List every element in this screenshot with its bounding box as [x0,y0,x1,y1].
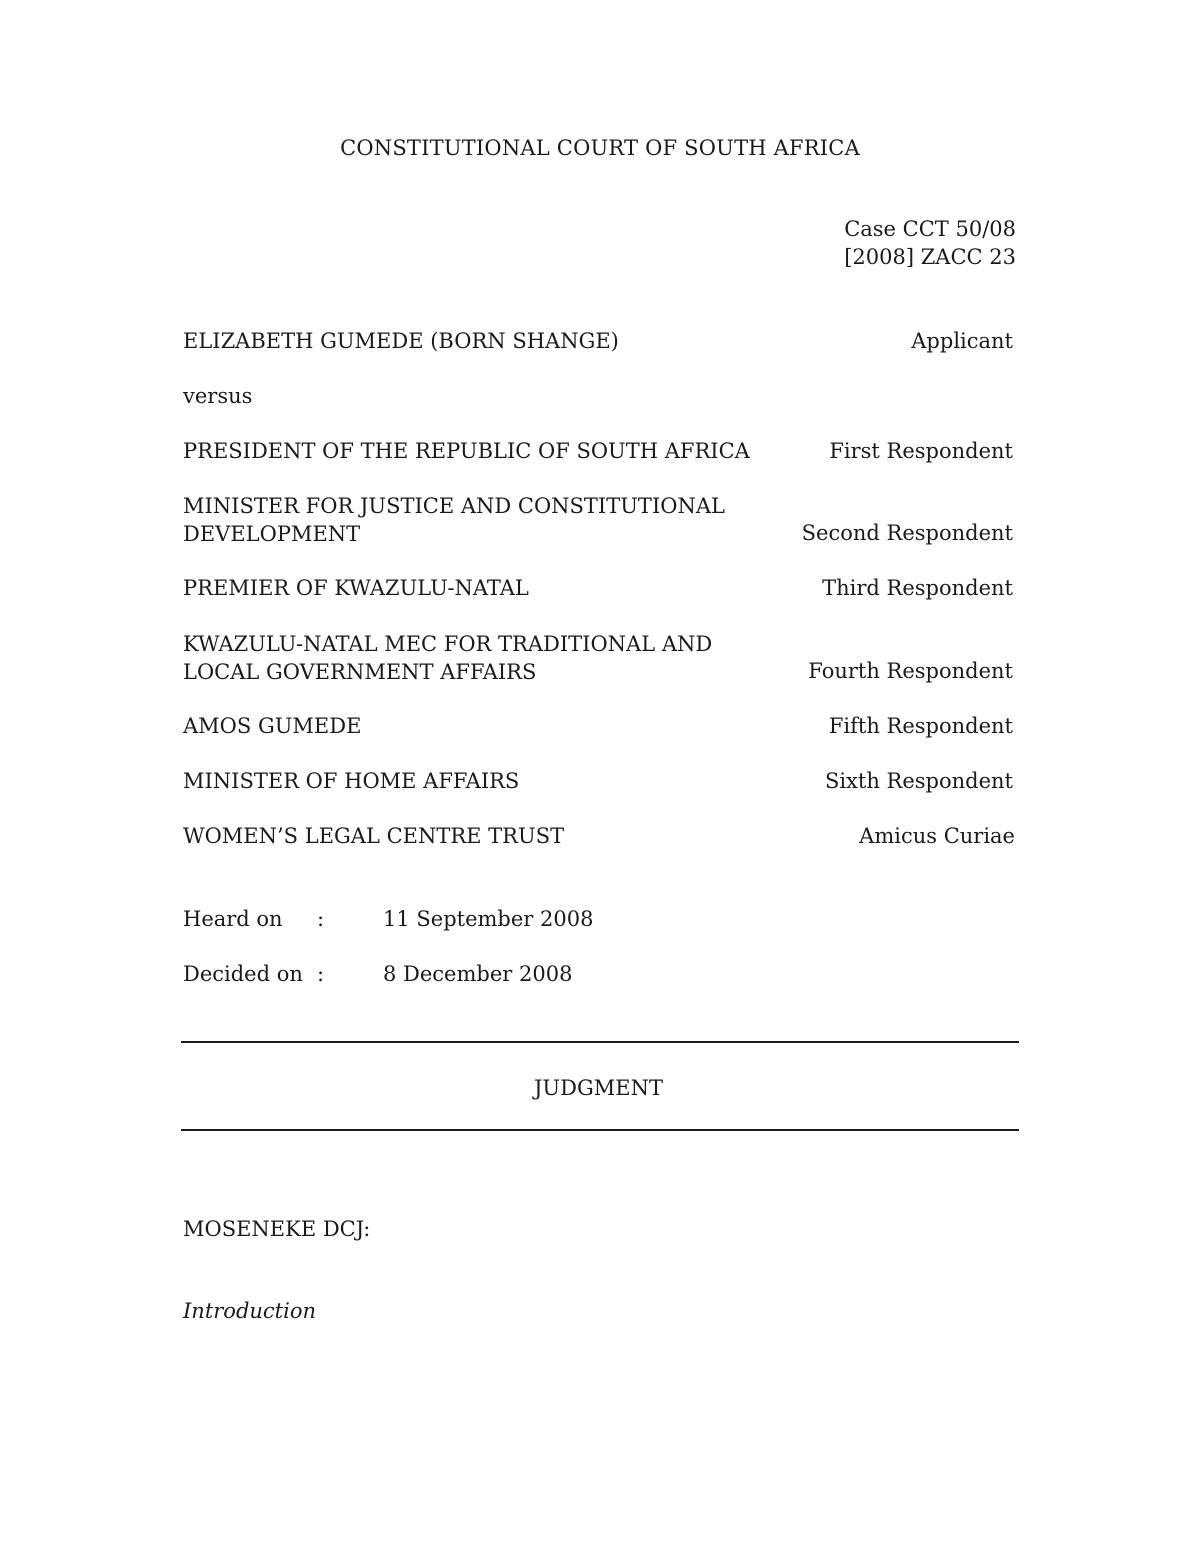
bottom-divider [181,1129,1019,1131]
decided-on-separator: : [317,962,325,986]
judgment-heading: JUDGMENT [534,1076,663,1100]
respondent-2-role: Second Respondent [801,521,1013,545]
section-heading: Introduction [183,1299,316,1323]
case-citation: [2008] ZACC 23 [844,245,1016,269]
heard-on-date: 11 September 2008 [383,907,594,931]
respondent-4-name [183,630,712,686]
respondent-2-name-line-2: DEVELOPMENT [183,522,361,546]
applicant-role: Applicant [911,329,1013,353]
respondent-6-name: MINISTER OF HOME AFFAIRS [183,769,520,793]
respondent-4-role: Fourth Respondent [808,659,1013,683]
heard-on-label: Heard on [183,907,283,931]
court-title: CONSTITUTIONAL COURT OF SOUTH AFRICA [340,136,860,160]
respondent-1-role: First Respondent [829,439,1013,463]
respondent-6-role: Sixth Respondent [824,769,1013,793]
respondent-3-role: Third Respondent [822,576,1013,600]
respondent-2-name [183,492,725,548]
top-divider [181,1041,1019,1043]
applicant-name: ELIZABETH GUMEDE (BORN SHANGE) [183,329,619,353]
respondent-5-role: Fifth Respondent [828,714,1013,738]
case-reference [844,215,1016,271]
respondent-5-name: AMOS GUMEDE [183,714,362,738]
case-number: Case CCT 50/08 [844,217,1016,241]
respondent-4-name-line-2: LOCAL GOVERNMENT AFFAIRS [183,660,537,684]
respondent-1-name: PRESIDENT OF THE REPUBLIC OF SOUTH AFRICA [183,439,750,463]
heard-on-separator: : [317,907,325,931]
versus-label: versus [183,384,253,408]
respondent-2-name-line-1: MINISTER FOR JUSTICE AND CONSTITUTIONAL [183,494,725,518]
decided-on-date: 8 December 2008 [383,962,573,986]
respondent-4-name-line-1: KWAZULU-NATAL MEC FOR TRADITIONAL AND [183,632,713,656]
respondent-3-name: PREMIER OF KWAZULU-NATAL [183,576,529,600]
judge-name: MOSENEKE DCJ: [183,1217,371,1241]
decided-on-label: Decided on [183,962,303,986]
amicus-name: WOMEN’S LEGAL CENTRE TRUST [183,824,565,848]
amicus-role: Amicus Curiae [859,824,1015,848]
